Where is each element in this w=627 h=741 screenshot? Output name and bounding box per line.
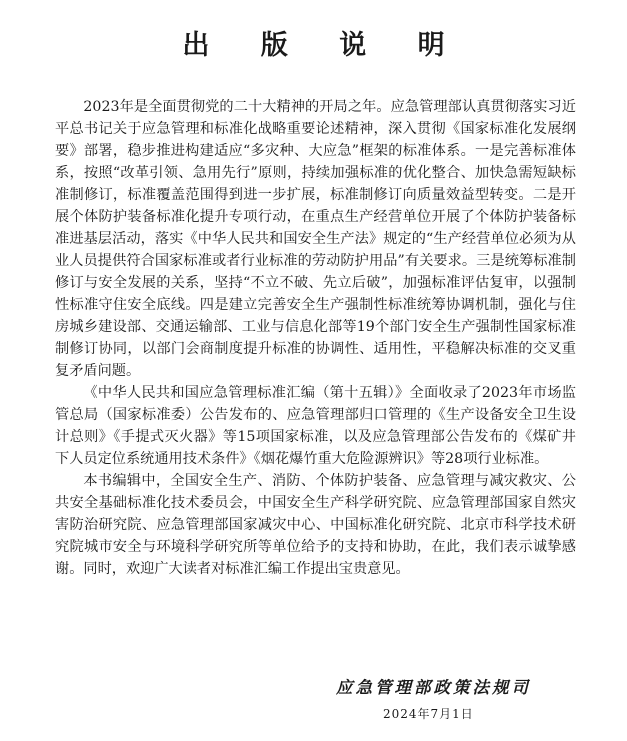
- paragraph-2: 《中华人民共和国应急管理标准汇编（第十五辑）》全面收录了2023年市场监管总局（国家标准委）公告发布的、应急管理部归口管理的《生产设备安全卫生设计总则》《手提式灭火器》等15项国家标准，以及应急管理部公告发布的《煤矿井下人员定位系统通用技术条件》《烟花爆竹重大危险源辨识》等28项行业标准。: [55, 385, 576, 467]
- document-body: [55, 96, 576, 580]
- paragraph-3: 本书编辑中，全国安全生产、消防、个体防护装备、应急管理与减灾救灾、公共安全基础标准化技术委员会，中国安全生产科学研究院、应急管理部国家自然灾害防治研究院、应急管理部国家减灾中心、中国标准化研究院、北京市科学技术研究院城市安全与环境科学研究所等单位给予的支持和协助，在此，我们表示诚挚感谢。同时，欢迎广大读者对标准汇编工作提出宝贵意见。: [55, 473, 576, 577]
- page-title: 出 版 说 明: [182, 30, 466, 61]
- paragraph-1: 2023年是全面贯彻党的二十大精神的开局之年。应急管理部认真贯彻落实习近平总书记关于应急管理和标准化战略重要论述精神，深入贯彻《国家标准化发展纲要》部署，稳步推进构建适应“多灾种、大应急”框架的标准体系。一是完善标准体系，按照“改革引领、急用先行”原则，持续加强标准的优化整合、加快急需短缺标准制修订，标准覆盖范围得到进一步扩展，标准制修订向质量效益型转变。二是开展个体防护装备标准化提升专项行动，在重点生产经营单位开展了个体防护装备标准进基层活动，落实《中华人民共和国安全生产法》规定的“生产经营单位必须为从业人员提供符合国家标准或者行业标准的劳动防护用品”有关要求。三是统筹标准制修订与安全发展的关系，坚持“不立不破、先立后破”，加强标准评估复审，以强制性标准守住安全底线。四是建立完善安全生产强制性标准统筹协调机制，强化与住房城乡建设部、交通运输部、工业与信息化部等19个部门安全生产强制性国家标准制修订协同，以部门会商制度提升标准的协调性、适用性，平稳解决标准的交叉重复矛盾问题。: [55, 99, 576, 379]
- signature: 应急管理部政策法规司: [336, 678, 531, 697]
- date: 2024年7月1日: [383, 707, 474, 721]
